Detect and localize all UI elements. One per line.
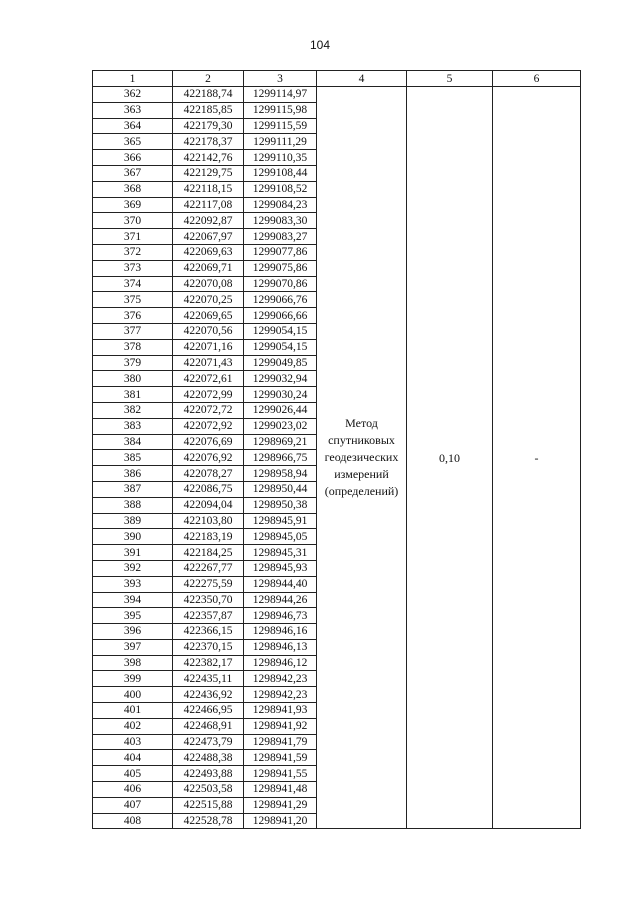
point-number-cell: 365 [93,134,173,150]
point-number-cell: 377 [93,323,173,339]
y-coordinate-cell: 1299108,52 [244,181,317,197]
y-coordinate-cell: 1298941,55 [244,766,317,782]
x-coordinate-cell: 422071,43 [173,355,244,371]
y-coordinate-cell: 1298941,93 [244,703,317,719]
y-coordinate-cell: 1299115,59 [244,118,317,134]
y-coordinate-cell: 1298958,94 [244,466,317,482]
point-number-cell: 397 [93,639,173,655]
point-number-cell: 399 [93,671,173,687]
y-coordinate-cell: 1298941,20 [244,813,317,829]
y-coordinate-cell: 1298946,16 [244,624,317,640]
method-cell: Метод спутниковых геодезических измерений (определений) [317,87,407,829]
x-coordinate-cell: 422493,88 [173,766,244,782]
point-number-cell: 369 [93,197,173,213]
x-coordinate-cell: 422072,61 [173,371,244,387]
y-coordinate-cell: 1299026,44 [244,402,317,418]
y-coordinate-cell: 1298969,21 [244,434,317,450]
point-number-cell: 367 [93,165,173,181]
point-number-cell: 391 [93,545,173,561]
x-coordinate-cell: 422118,15 [173,181,244,197]
x-coordinate-cell: 422267,77 [173,560,244,576]
y-coordinate-cell: 1298945,91 [244,513,317,529]
x-coordinate-cell: 422070,08 [173,276,244,292]
point-number-cell: 396 [93,624,173,640]
x-coordinate-cell: 422357,87 [173,608,244,624]
x-coordinate-cell: 422503,58 [173,782,244,798]
y-coordinate-cell: 1298941,79 [244,734,317,750]
table-header-row [93,71,581,87]
point-number-cell: 393 [93,576,173,592]
y-coordinate-cell: 1299084,23 [244,197,317,213]
coordinates-table [92,70,581,829]
y-coordinate-cell: 1299054,15 [244,339,317,355]
point-number-cell: 362 [93,87,173,103]
point-number-cell: 378 [93,339,173,355]
x-coordinate-cell: 422178,37 [173,134,244,150]
y-coordinate-cell: 1299023,02 [244,418,317,434]
point-number-cell: 400 [93,687,173,703]
point-number-cell: 402 [93,718,173,734]
x-coordinate-cell: 422072,92 [173,418,244,434]
x-coordinate-cell: 422069,71 [173,260,244,276]
x-coordinate-cell: 422488,38 [173,750,244,766]
y-coordinate-cell: 1298941,92 [244,718,317,734]
x-coordinate-cell: 422070,25 [173,292,244,308]
point-number-cell: 366 [93,150,173,166]
y-coordinate-cell: 1299115,98 [244,102,317,118]
x-coordinate-cell: 422350,70 [173,592,244,608]
x-coordinate-cell: 422076,92 [173,450,244,466]
point-number-cell: 394 [93,592,173,608]
x-coordinate-cell: 422069,65 [173,308,244,324]
point-number-cell: 405 [93,766,173,782]
point-number-cell: 364 [93,118,173,134]
point-number-cell: 368 [93,181,173,197]
accuracy-cell: 0,10 [407,87,493,829]
x-coordinate-cell: 422185,85 [173,102,244,118]
table-row [93,87,581,103]
point-number-cell: 363 [93,102,173,118]
header-col-2: 2 [173,71,244,87]
x-coordinate-cell: 422078,27 [173,466,244,482]
header-col-5: 5 [407,71,493,87]
x-coordinate-cell: 422067,97 [173,229,244,245]
y-coordinate-cell: 1298945,93 [244,560,317,576]
point-number-cell: 404 [93,750,173,766]
point-number-cell: 382 [93,402,173,418]
header-col-1: 1 [93,71,173,87]
point-number-cell: 381 [93,387,173,403]
point-number-cell: 371 [93,229,173,245]
x-coordinate-cell: 422366,15 [173,624,244,640]
point-number-cell: 395 [93,608,173,624]
point-number-cell: 376 [93,308,173,324]
x-coordinate-cell: 422188,74 [173,87,244,103]
y-coordinate-cell: 1298942,23 [244,671,317,687]
point-number-cell: 380 [93,371,173,387]
point-number-cell: 398 [93,655,173,671]
header-col-6: 6 [493,71,581,87]
x-coordinate-cell: 422129,75 [173,165,244,181]
x-coordinate-cell: 422515,88 [173,797,244,813]
x-coordinate-cell: 422094,04 [173,497,244,513]
point-number-cell: 386 [93,466,173,482]
point-number-cell: 384 [93,434,173,450]
x-coordinate-cell: 422183,19 [173,529,244,545]
y-coordinate-cell: 1299083,27 [244,229,317,245]
y-coordinate-cell: 1299114,97 [244,87,317,103]
y-coordinate-cell: 1298946,13 [244,639,317,655]
y-coordinate-cell: 1299066,66 [244,308,317,324]
y-coordinate-cell: 1299070,86 [244,276,317,292]
x-coordinate-cell: 422092,87 [173,213,244,229]
y-coordinate-cell: 1298945,05 [244,529,317,545]
point-number-cell: 370 [93,213,173,229]
y-coordinate-cell: 1298941,48 [244,782,317,798]
y-coordinate-cell: 1298950,44 [244,481,317,497]
x-coordinate-cell: 422117,08 [173,197,244,213]
y-coordinate-cell: 1299030,24 [244,387,317,403]
point-number-cell: 385 [93,450,173,466]
y-coordinate-cell: 1298966,75 [244,450,317,466]
y-coordinate-cell: 1298946,73 [244,608,317,624]
header-col-3: 3 [244,71,317,87]
y-coordinate-cell: 1299032,94 [244,371,317,387]
point-number-cell: 407 [93,797,173,813]
x-coordinate-cell: 422466,95 [173,703,244,719]
point-number-cell: 389 [93,513,173,529]
y-coordinate-cell: 1298941,29 [244,797,317,813]
y-coordinate-cell: 1298942,23 [244,687,317,703]
x-coordinate-cell: 422275,59 [173,576,244,592]
y-coordinate-cell: 1299077,86 [244,244,317,260]
point-number-cell: 408 [93,813,173,829]
x-coordinate-cell: 422473,79 [173,734,244,750]
x-coordinate-cell: 422184,25 [173,545,244,561]
x-coordinate-cell: 422086,75 [173,481,244,497]
point-number-cell: 401 [93,703,173,719]
x-coordinate-cell: 422076,69 [173,434,244,450]
x-coordinate-cell: 422142,76 [173,150,244,166]
x-coordinate-cell: 422528,78 [173,813,244,829]
point-number-cell: 390 [93,529,173,545]
y-coordinate-cell: 1298944,26 [244,592,317,608]
point-number-cell: 373 [93,260,173,276]
x-coordinate-cell: 422382,17 [173,655,244,671]
x-coordinate-cell: 422435,11 [173,671,244,687]
x-coordinate-cell: 422179,30 [173,118,244,134]
y-coordinate-cell: 1298941,59 [244,750,317,766]
x-coordinate-cell: 422072,99 [173,387,244,403]
y-coordinate-cell: 1298945,31 [244,545,317,561]
x-coordinate-cell: 422103,80 [173,513,244,529]
y-coordinate-cell: 1299049,85 [244,355,317,371]
header-col-4: 4 [317,71,407,87]
x-coordinate-cell: 422070,56 [173,323,244,339]
point-number-cell: 379 [93,355,173,371]
y-coordinate-cell: 1299083,30 [244,213,317,229]
point-number-cell: 406 [93,782,173,798]
y-coordinate-cell: 1299111,29 [244,134,317,150]
x-coordinate-cell: 422370,15 [173,639,244,655]
x-coordinate-cell: 422071,16 [173,339,244,355]
point-number-cell: 388 [93,497,173,513]
point-number-cell: 387 [93,481,173,497]
y-coordinate-cell: 1299066,76 [244,292,317,308]
point-number-cell: 383 [93,418,173,434]
y-coordinate-cell: 1299054,15 [244,323,317,339]
point-number-cell: 374 [93,276,173,292]
y-coordinate-cell: 1299108,44 [244,165,317,181]
note-cell: - [493,87,581,829]
point-number-cell: 372 [93,244,173,260]
x-coordinate-cell: 422069,63 [173,244,244,260]
page-number: 104 [309,38,331,52]
x-coordinate-cell: 422436,92 [173,687,244,703]
y-coordinate-cell: 1298950,38 [244,497,317,513]
point-number-cell: 403 [93,734,173,750]
table-body [93,87,581,829]
x-coordinate-cell: 422072,72 [173,402,244,418]
point-number-cell: 375 [93,292,173,308]
y-coordinate-cell: 1298944,40 [244,576,317,592]
x-coordinate-cell: 422468,91 [173,718,244,734]
y-coordinate-cell: 1298946,12 [244,655,317,671]
point-number-cell: 392 [93,560,173,576]
y-coordinate-cell: 1299110,35 [244,150,317,166]
y-coordinate-cell: 1299075,86 [244,260,317,276]
